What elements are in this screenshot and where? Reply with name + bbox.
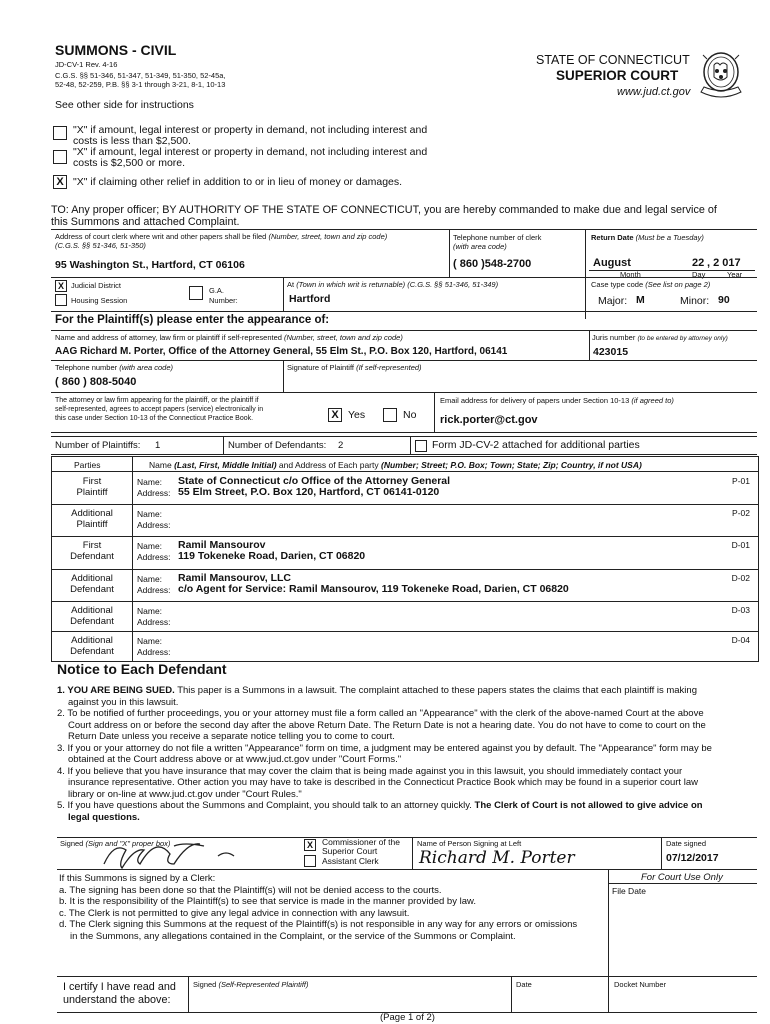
party-address-value[interactable]: 55 Elm Street, P.O. Box 120, Hartford, CT 06141-0120 [178,486,440,498]
amount-under-2500-text-2: costs is less than $2,500. [73,135,191,147]
plaintiff-signature-label: Signature of Plaintiff (If self-represented) [287,363,422,372]
amount-under-2500-text: "X" if amount, legal interest or property in demand, not including interest and [73,124,428,136]
certify-text-2: understand the above: [63,994,171,1006]
command-line-2: this Summons and attached Complaint. [51,216,240,228]
case-type-label: Case type code (See list on page 2) [591,280,711,289]
party-role-5: Additional [71,605,113,616]
name-address-col-header: Name (Last, First, Middle Initial) and Address of Each party (Number; Street; P.O. Box; Town; State; Zip; Country, if not USA) [149,460,642,470]
notice-heading: Notice to Each Defendant [57,661,227,677]
parties-col-header: Parties [74,460,101,470]
certify-date-label: Date [516,980,532,989]
judicial-district-checkbox[interactable]: X [55,280,67,292]
page-number: (Page 1 of 2) [380,1012,435,1023]
notice-body: 1. YOU ARE BEING SUED. This paper is a Summons in a lawsuit. The complaint attached to these papers states the claims that each plaintiff is making against you in this lawsuit. 2. To be notified of further proceedings, you or your attorney must file a form called an "Appearance" with the clerk of the above-named Court at the above Court address on or before the second day after the above Return Date. The Return Date is not a hearing date. You do not have to come to court on the Return Date unless you receive a separate notice telling you to come to court. 3. If you or your attorney do not file a written "Appearance" form on time, a judgment may be entered against you by default. The "Appearance" form may be obtained at the Court address above or at www.jud.ct.gov under "Court Forms." 4. If you believe that you have insurance that may cover the claim that is being made against you in this lawsuit, you should immediately contact your insurance representative. Other action you may have to take is described in the Connecticut Practice Book which may be found in a superior court law library or on-line at www.jud.ct.gov under "Court Rules." 5. If you have questions about the Summons and Complaint, you should talk to an attorney quickly. The Clerk of Court is not allowed to give advice on legal questions. [57,685,712,823]
return-year[interactable]: , 2 017 [707,257,741,269]
party-name-label: Name: [137,606,163,616]
return-date-label: Return Date (Must be a Tuesday) [591,233,704,242]
case-major-label: Major: [598,295,628,307]
party-role-3: First [82,540,102,551]
year-caption: Year [727,270,743,279]
party-code: D-02 [731,573,750,583]
self-rep-signed-label: Signed (Self-Represented Plaintiff) [193,980,309,989]
party-role-4: Additional [71,573,113,584]
party-name-label: Name: [137,636,163,646]
electronic-no-label: No [403,409,417,421]
town-label: At (Town in which writ is returnable) (C.G.S. §§ 51-346, 51-349) [287,280,499,289]
town-value[interactable]: Hartford [289,293,331,305]
party-address-label: Address: [137,647,171,657]
court-address-label: Address of court clerk where writ and other papers shall be filed (Number, street, town and zip code) [55,232,388,241]
email-value[interactable]: rick.porter@ct.gov [440,414,538,426]
electronic-yes-checkbox[interactable]: X [328,408,342,422]
signer-name-label: Name of Person Signing at Left [417,839,522,848]
amount-over-2500-text-2: costs is $2,500 or more. [73,157,186,169]
party-name-label: Name: [137,509,163,519]
party-name-label: Name: [137,574,163,584]
other-relief-text: "X" if claiming other relief in addition to or in lieu of money or damages. [73,176,403,188]
court-name: SUPERIOR COURT [556,68,679,83]
month-caption: Month [620,270,641,279]
form-jd-cv-2-label: Form JD-CV-2 attached for additional parties [432,439,640,451]
court-address-statute: (C.G.S. §§ 51-346, 51-350) [55,241,146,250]
day-caption: Day [692,270,706,279]
party-address-value[interactable]: c/o Agent for Service: Ramil Mansourov, 119 Tokeneke Road, Darien, CT 06820 [178,583,569,595]
amount-over-2500-text: "X" if amount, legal interest or property in demand, not including interest and [73,146,428,158]
state-name: STATE OF CONNECTICUT [536,53,690,67]
party-address-label: Address: [137,552,171,562]
party-role-6: Additional [71,635,113,646]
juris-label: Juris number (to be entered by attorney only) [592,333,728,342]
docket-number-label: Docket Number [614,980,667,989]
case-minor-label: Minor: [680,295,710,307]
juris-value[interactable]: 423015 [593,346,629,358]
commissioner-label: Commissioner of the [322,837,400,847]
party-role-1: First [82,476,102,487]
form-jd-cv-2-checkbox[interactable] [415,440,427,452]
file-date-label: File Date [612,886,647,896]
party-address-label: Address: [137,617,171,627]
party-name-value[interactable]: State of Connecticut c/o Office of the Attorney General [178,475,451,487]
party-address-value[interactable]: 119 Tokeneke Road, Darien, CT 06820 [178,550,366,562]
clerk-phone-value[interactable]: ( 860 )548-2700 [453,258,532,270]
attorney-phone-value[interactable]: ( 860 ) 808-5040 [55,376,137,388]
assistant-clerk-label: Assistant Clerk [322,856,379,866]
assistant-clerk-checkbox[interactable] [304,855,316,867]
plaintiff-count-value[interactable]: 1 [155,440,161,451]
clerk-phone-label-2: (with area code) [453,242,507,251]
date-signed-value[interactable]: 07/12/2017 [666,852,719,864]
case-minor-value[interactable]: 90 [718,294,730,306]
plaintiff-appearance-heading: For the Plaintiff(s) please enter the appearance of: [55,314,330,326]
defendant-count-label: Number of Defendants: [228,440,327,451]
connecticut-seal-icon [697,47,745,101]
defendant-count-value[interactable]: 2 [338,440,344,451]
commissioner-label-2: Superior Court [322,846,378,856]
signed-label: Signed (Sign and "X" proper box) [60,839,171,848]
party-name-label: Name: [137,541,163,551]
other-relief-checkbox[interactable]: X [53,175,67,189]
command-line-1: TO: Any proper officer; BY AUTHORITY OF THE STATE OF CONNECTICUT, you are hereby commanded to make due and legal service of [51,204,717,216]
return-day[interactable]: 22 [692,257,705,269]
signer-name-value[interactable]: Richard M. Porter [419,848,575,868]
instructions-note: See other side for instructions [55,99,194,111]
attorney-phone-label: Telephone number (with area code) [55,363,174,372]
court-website[interactable]: www.jud.ct.gov [617,86,691,98]
electronic-service-text-2: self-represented, agrees to accept papers (service) electronically in [55,406,264,413]
amount-under-2500-checkbox[interactable] [53,126,67,140]
clerk-conditions: If this Summons is signed by a Clerk: a. The signing has been done so that the Plaintiff(s) will not be denied access to the courts. b. It is the responsibility of the Plaintiff(s) to see that service is made in the manner provided by law. c. The Clerk is not permitted to give any legal advice in connection with any lawsuit. d. The Clerk signing this Summons at the request of the Plaintiff(s) is not responsible in any way for any errors or omissions in the Summons, any allegations contained in the Complaint, or the service of the Summons or Complaint. [59,873,578,942]
case-major-value[interactable]: M [636,294,645,306]
housing-session-label: Housing Session [71,296,128,305]
form-title: SUMMONS - CIVIL [55,42,177,58]
court-use-label: For Court Use Only [641,872,723,883]
party-code: P-02 [732,508,750,518]
housing-session-checkbox[interactable] [55,294,67,306]
party-role-2: Additional [71,508,113,519]
party-code: P-01 [732,476,750,486]
date-signed-label: Date signed [666,839,707,848]
electronic-service-text-1: The attorney or law firm appearing for the plaintiff, or the plaintiff if [55,397,259,404]
commissioner-checkbox[interactable]: X [304,839,316,851]
electronic-yes-label: Yes [348,409,366,421]
party-role-3-type: Defendant [70,551,114,562]
clerk-phone-label: Telephone number of clerk [453,233,542,242]
plaintiff-count-label: Number of Plaintiffs: [55,440,141,451]
court-address-value[interactable]: 95 Washington St., Hartford, CT 06106 [55,259,245,271]
party-role-1-type: Plaintiff [76,487,108,498]
judicial-district-label: Judicial District [71,281,122,290]
party-address-label: Address: [137,520,171,530]
party-code: D-01 [731,540,750,550]
form-id: JD-CV-1 Rev. 4-16 [55,60,118,69]
ga-number-label: Number: [209,296,238,305]
statute-line-1: C.G.S. §§ 51-346, 51-347, 51-349, 51-350, 52-45a, [55,71,226,80]
party-code: D-03 [731,605,750,615]
return-month[interactable]: August [593,257,631,269]
party-address-label: Address: [137,488,171,498]
party-role-4-type: Defendant [70,584,114,595]
party-name-value[interactable]: Ramil Mansourov [178,539,266,551]
party-role-2-type: Plaintiff [76,519,108,530]
email-label: Email address for delivery of papers under Section 10-13 (if agreed to) [440,396,674,405]
party-role-6-type: Defendant [70,646,114,657]
attorney-value[interactable]: AAG Richard M. Porter, Office of the Attorney General, 55 Elm St., P.O. Box 120, Hartford, 06141 [55,346,508,357]
party-code: D-04 [731,635,750,645]
party-address-label: Address: [137,585,171,595]
amount-over-2500-checkbox[interactable] [53,150,67,164]
party-name-label: Name: [137,477,163,487]
electronic-service-text-3: this case under Section 10-13 of the Connecticut Practice Book. [55,415,254,422]
electronic-no-checkbox[interactable] [383,408,397,422]
parties-table [51,456,759,662]
handwritten-signature [100,838,240,872]
ga-checkbox[interactable] [189,286,203,300]
certify-text-1: I certify I have read and [63,981,176,993]
attorney-label: Name and address of attorney, law firm or plaintiff if self-represented (Number, street, town and zip code) [55,333,403,342]
statute-line-2: 52-48, 52-259, P.B. §§ 3-1 through 3-21, 8-1, 10-13 [55,80,226,89]
ga-label: G.A. [209,286,225,295]
party-role-5-type: Defendant [70,616,114,627]
party-name-value[interactable]: Ramil Mansourov, LLC [178,572,291,584]
